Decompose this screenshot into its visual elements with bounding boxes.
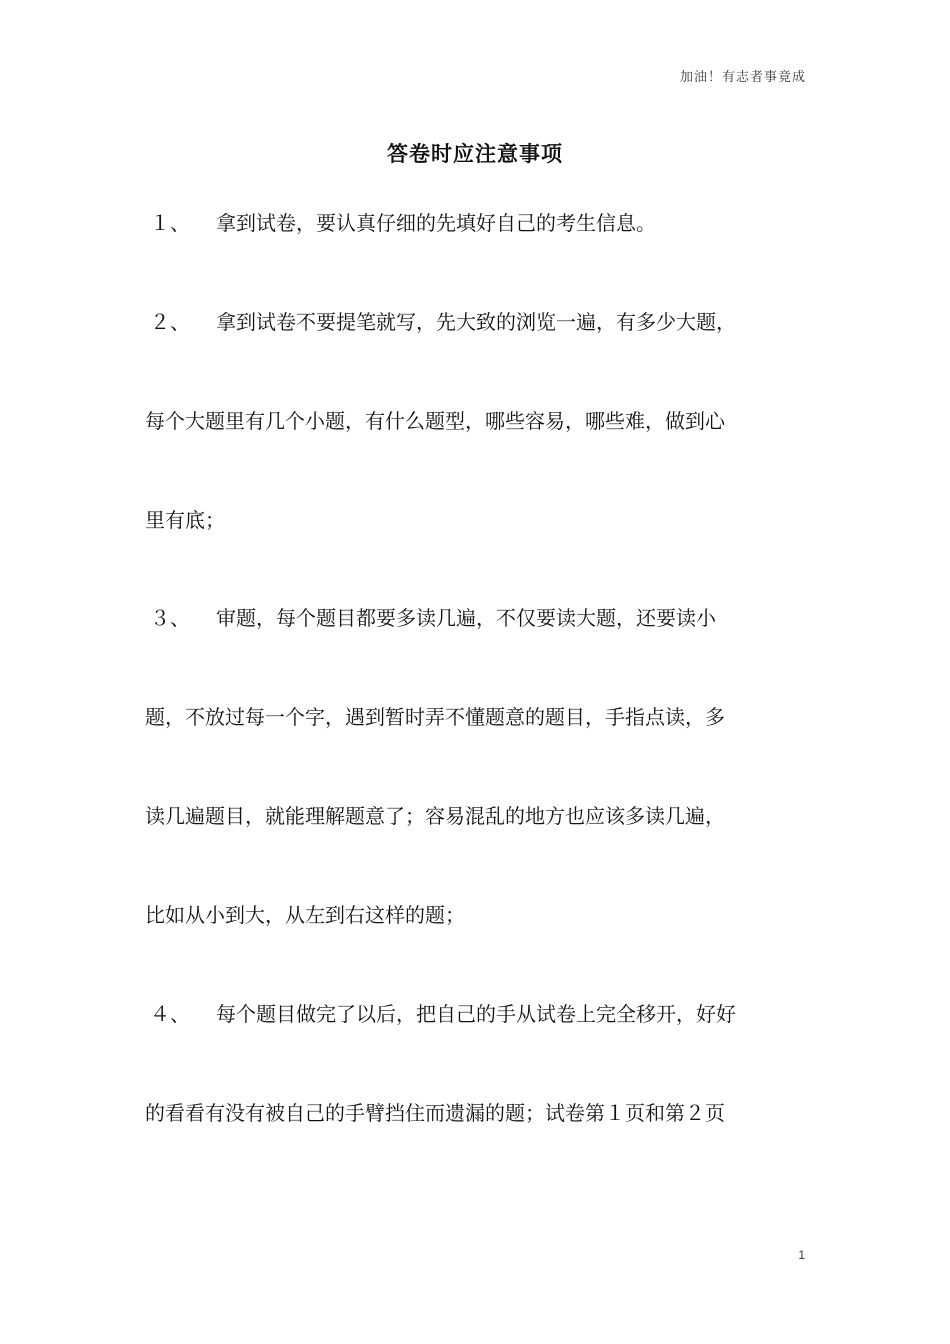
list-item-text: 拿到试卷，要认真仔细的先填好自己的考生信息。 (216, 211, 656, 235)
list-item-4-line-2: 的看看有没有被自己的手臂挡住而遗漏的题；试卷第１页和第２页 (145, 1101, 725, 1125)
list-item-3-line-2: 题，不放过每一个字，遇到暂时弄不懂题意的题目，手指点读，多 (145, 705, 725, 729)
list-item-2-line-2: 每个大题里有几个小题，有什么题型，哪些容易，哪些难，做到心 (145, 409, 725, 433)
header-motto: 加油！有志者事竟成 (679, 70, 806, 85)
list-item-number: ２、 (150, 310, 190, 334)
list-item-3-line-1 (145, 606, 716, 630)
list-item-2-line-3: 里有底； (145, 508, 225, 532)
list-item-number: ３、 (150, 606, 190, 630)
list-item-1-line-1 (145, 211, 656, 235)
list-item-3-line-3: 读几遍题目，就能理解题意了；容易混乱的地方也应该多读几遍， (145, 804, 725, 828)
list-item-number: ４、 (150, 1002, 190, 1026)
list-item-number: １、 (150, 211, 190, 235)
list-item-2-line-1 (145, 310, 736, 334)
page-title: 答卷时应注意事项 (387, 141, 563, 166)
list-item-text: 拿到试卷不要提笔就写，先大致的浏览一遍，有多少大题， (216, 310, 736, 334)
list-item-3-line-4: 比如从小到大，从左到右这样的题； (145, 903, 465, 927)
list-item-text: 审题，每个题目都要多读几遍，不仅要读大题，还要读小 (216, 606, 716, 630)
page-number: 1 (798, 1248, 805, 1262)
list-item-4-line-1 (145, 1002, 736, 1026)
list-item-text: 每个题目做完了以后，把自己的手从试卷上完全移开，好好 (216, 1002, 736, 1026)
